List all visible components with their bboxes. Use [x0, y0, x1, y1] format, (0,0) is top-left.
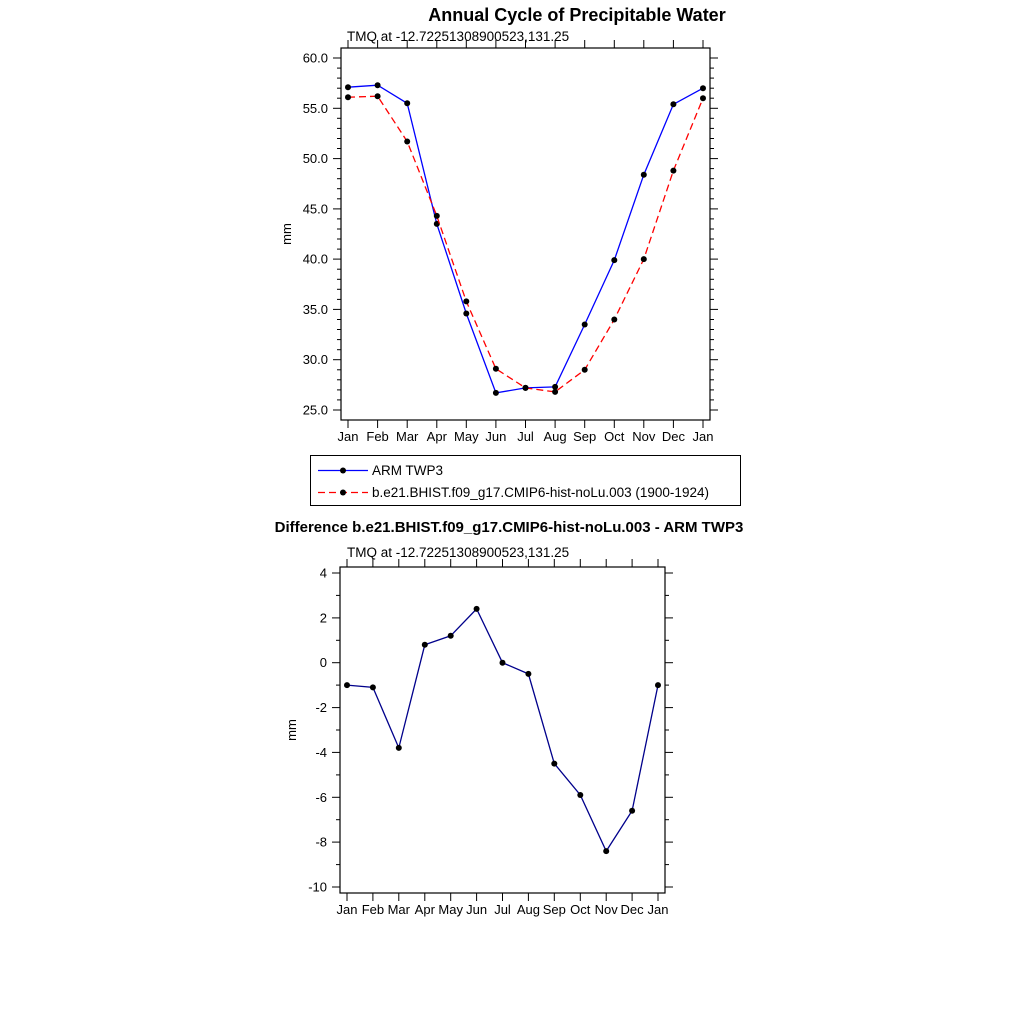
x-tick-label: Aug — [543, 429, 567, 444]
data-point-marker — [670, 101, 676, 107]
y-tick-label: -10 — [308, 879, 327, 895]
x-tick-label: Mar — [396, 429, 419, 444]
series-0 — [344, 606, 661, 854]
bottom-chart-title: Difference b.e21.BHIST.f09_g17.CMIP6-hist-noLu.003 - ARM TWP3 — [274, 519, 744, 536]
x-tick-label: Jun — [466, 902, 488, 917]
y-tick-label: 35.0 — [302, 301, 328, 317]
data-point-marker — [641, 172, 647, 178]
data-point-marker — [463, 311, 469, 317]
data-point-marker — [629, 808, 635, 814]
data-point-marker — [525, 671, 531, 677]
y-tick-label: 2 — [319, 610, 327, 626]
x-tick-label: Jul — [494, 902, 511, 917]
data-point-marker — [474, 606, 480, 612]
y-tick-label: 60.0 — [302, 50, 328, 66]
legend-label-arm-twp3: ARM TWP3 — [372, 463, 444, 478]
data-point-marker — [448, 633, 454, 639]
data-point-marker — [523, 385, 529, 391]
data-point-marker — [345, 84, 351, 90]
data-point-marker — [552, 389, 558, 395]
data-point-marker — [582, 322, 588, 328]
data-point-marker — [611, 257, 617, 263]
x-tick-label: Aug — [516, 902, 540, 917]
y-tick-label: 25.0 — [302, 402, 328, 418]
data-point-marker — [344, 682, 350, 688]
top-chart-plot-area — [303, 40, 718, 444]
legend-entry-model — [318, 485, 709, 500]
legend-entry-arm-twp3 — [318, 463, 443, 478]
x-tick-label: Sep — [573, 429, 597, 444]
top-chart-subtitle: TMQ at -12.72251308900523,131.25 — [347, 29, 570, 44]
data-point-marker — [463, 298, 469, 304]
top-chart-y-axis-label: mm — [279, 223, 294, 245]
x-tick-label: Dec — [661, 429, 685, 444]
y-tick-label: 4 — [319, 565, 327, 581]
data-point-marker — [700, 95, 706, 101]
data-point-marker — [577, 792, 583, 798]
data-point-marker — [582, 367, 588, 373]
x-tick-label: Oct — [570, 902, 591, 917]
x-tick-label: Oct — [604, 429, 625, 444]
data-point-marker — [396, 745, 402, 751]
y-tick-label: 40.0 — [302, 251, 328, 267]
x-tick-label: Apr — [414, 902, 435, 917]
data-point-marker — [404, 139, 410, 145]
data-point-marker — [434, 213, 440, 219]
x-tick-label: Nov — [594, 902, 618, 917]
data-point-marker — [404, 100, 410, 106]
x-tick-label: Jan — [337, 429, 359, 444]
x-tick-label: Sep — [542, 902, 566, 917]
data-point-marker — [345, 94, 351, 100]
x-tick-label: Jun — [485, 429, 507, 444]
y-tick-label: 0 — [319, 655, 327, 671]
data-point-marker — [375, 82, 381, 88]
data-point-marker — [370, 684, 376, 690]
data-point-marker — [500, 660, 506, 666]
legend-marker-dot-icon — [340, 468, 346, 474]
axes — [332, 559, 673, 901]
x-tick-label: Feb — [366, 429, 389, 444]
legend-marker-dot-icon — [340, 490, 346, 496]
data-point-marker — [551, 761, 557, 767]
y-tick-label: 30.0 — [302, 352, 328, 368]
y-tick-label: 55.0 — [302, 100, 328, 116]
data-point-marker — [375, 93, 381, 99]
y-tick-label: -2 — [315, 700, 327, 716]
top-chart-title: Annual Cycle of Precipitable Water — [428, 5, 726, 25]
legend-label-model: b.e21.BHIST.f09_g17.CMIP6-hist-noLu.003 (1900-1924) — [372, 485, 709, 500]
x-tick-label: Dec — [620, 902, 644, 917]
bottom-chart-subtitle: TMQ at -12.72251308900523,131.25 — [347, 545, 570, 560]
data-point-marker — [700, 85, 706, 91]
bottom-chart-plot-area — [308, 559, 673, 917]
x-tick-label: Jan — [336, 902, 358, 917]
data-point-marker — [603, 848, 609, 854]
data-point-marker — [493, 390, 499, 396]
x-tick-label: Mar — [387, 902, 410, 917]
y-tick-label: 45.0 — [302, 201, 328, 217]
x-tick-label: Feb — [361, 902, 385, 917]
y-tick-label: -8 — [315, 834, 327, 850]
y-tick-label: -6 — [315, 789, 327, 805]
legend — [311, 456, 741, 506]
x-tick-label: May — [438, 902, 463, 917]
x-tick-label: Jul — [517, 429, 534, 444]
x-tick-label: May — [454, 429, 479, 444]
axes — [333, 40, 718, 428]
bottom-chart-y-axis-label: mm — [284, 719, 299, 741]
x-tick-label: Jan — [647, 902, 669, 917]
series-1 — [345, 93, 706, 395]
data-point-marker — [641, 256, 647, 262]
data-point-marker — [655, 682, 661, 688]
x-tick-label: Jan — [692, 429, 714, 444]
data-point-marker — [493, 366, 499, 372]
y-tick-label: -4 — [315, 744, 327, 760]
data-point-marker — [670, 168, 676, 174]
x-tick-label: Apr — [426, 429, 447, 444]
data-point-marker — [611, 317, 617, 323]
data-point-marker — [422, 642, 428, 648]
y-tick-label: 50.0 — [302, 151, 328, 167]
x-tick-label: Nov — [632, 429, 656, 444]
